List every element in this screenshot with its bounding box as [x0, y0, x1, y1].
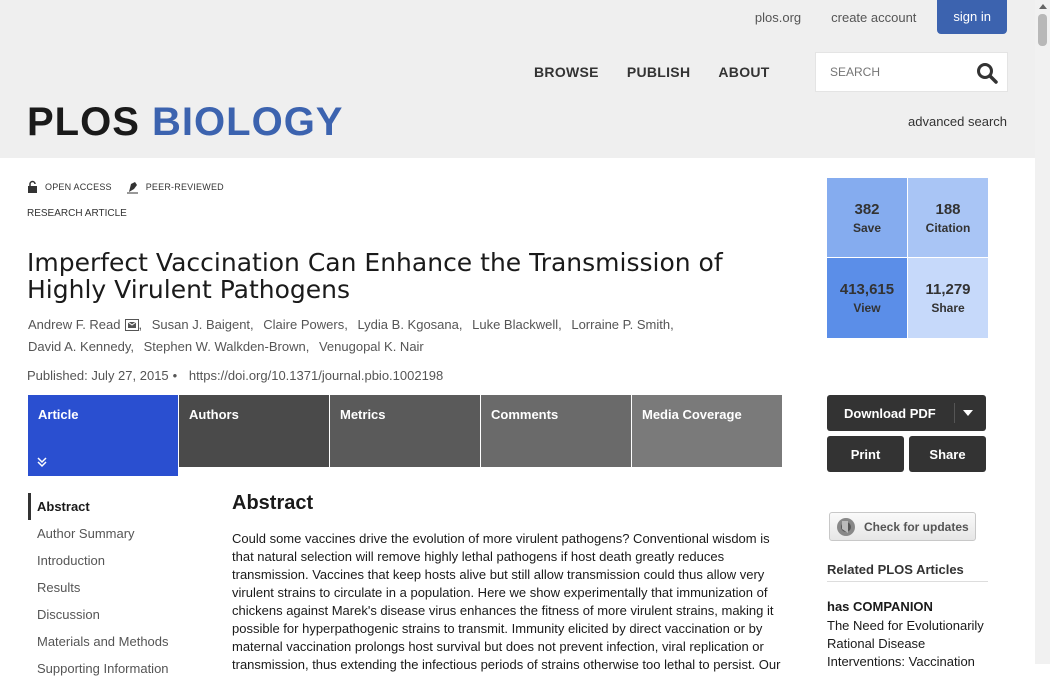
sign-in-button[interactable]: sign in: [937, 0, 1007, 34]
tab-article[interactable]: [28, 395, 178, 476]
nav-browse[interactable]: BROWSE: [534, 64, 599, 80]
logo-plos-text: PLOS: [27, 100, 140, 144]
companion-article-link[interactable]: The Need for Evolutionarily Rational Disease Interventions: Vaccination: [827, 618, 984, 669]
article-badges: [27, 180, 238, 194]
section-nav: [28, 493, 198, 682]
download-pdf-button[interactable]: [827, 395, 986, 431]
check-updates-label: Check for updates: [864, 519, 969, 534]
author-link[interactable]: Susan J. Baigent,: [151, 317, 254, 332]
share-button[interactable]: Share: [909, 436, 986, 472]
doi-link[interactable]: https://doi.org/10.1371/journal.pbio.1002198: [188, 368, 444, 383]
tab-label: Article: [38, 407, 79, 422]
section-nav-materials-methods[interactable]: Materials and Methods: [37, 634, 169, 649]
tab-media-coverage[interactable]: Media Coverage: [632, 395, 782, 467]
metric-value: 188: [935, 200, 961, 218]
metric-label: View: [853, 301, 881, 315]
unlock-icon: [27, 181, 38, 193]
search-box: [815, 52, 1008, 92]
abstract-heading: Abstract: [232, 492, 314, 514]
article-metrics: [827, 178, 987, 337]
nav-publish[interactable]: PUBLISH: [626, 64, 691, 80]
scroll-up-arrow-icon[interactable]: [1039, 4, 1047, 9]
crossmark-icon: [836, 517, 856, 537]
metric-label: Citation: [925, 220, 971, 235]
metric-saves[interactable]: [827, 178, 907, 257]
print-button[interactable]: Print: [827, 436, 904, 472]
site-header: [0, 0, 1035, 158]
search-input[interactable]: [816, 53, 966, 91]
plos-org-link[interactable]: plos.org: [754, 9, 802, 25]
author-link[interactable]: Venugopal K. Nair: [318, 339, 424, 354]
section-nav-abstract[interactable]: Abstract: [28, 493, 198, 520]
metric-label: Share: [931, 301, 965, 315]
abstract-text: Could some vaccines drive the evolution of more virulent pathogens? Conventional wisdom is that natural selection will remove highly lethal pathogens if host death greatly reduces transmission. Vaccines that keep hosts alive but still allow transmission could thus allow very virulent strains to circulate in a population. Here we show experimentally that immunization of chickens against Marek's disease virus enhances the fitness of more virulent strains, making it possible for hyperpathogenic strains to transmit. Immunity elicited by direct vaccination or by maternal vaccination prolongs host survival but does not prevent infection, viral replication or transmission, thus extending the infectious periods of strains otherwise too lethal to persist. Our: [232, 531, 781, 672]
separator-dot: •: [172, 368, 178, 383]
section-nav-results[interactable]: Results: [37, 580, 81, 595]
metric-label: Save: [852, 220, 882, 235]
mail-icon[interactable]: [125, 319, 139, 331]
author-link[interactable]: Lorraine P. Smith,: [571, 317, 674, 332]
publication-info: [27, 368, 443, 383]
author-link[interactable]: Andrew F. Read ,: [28, 317, 143, 332]
advanced-search-link[interactable]: advanced search: [908, 114, 1008, 129]
article-title: Imperfect Vaccination Can Enhance the Transmission of Highly Virulent Pathogens: [27, 248, 723, 304]
metric-value: 413,615: [839, 281, 895, 298]
companion-tag: has COMPANION: [827, 599, 933, 614]
author-link[interactable]: Lydia B. Kgosana,: [357, 317, 463, 332]
author-name: Andrew F. Read: [28, 317, 121, 332]
peer-reviewed-label: PEER-REVIEWED: [145, 182, 224, 192]
search-icon[interactable]: [976, 62, 998, 84]
check-for-updates-button[interactable]: [829, 512, 976, 541]
main-nav: [520, 56, 784, 88]
metric-value: 11,279: [925, 281, 971, 298]
scroll-thumb[interactable]: [1038, 14, 1047, 46]
logo-biology-text: BIOLOGY: [152, 100, 344, 144]
top-links: [740, 0, 1007, 34]
scrollbar[interactable]: [1035, 0, 1050, 664]
metric-shares[interactable]: [908, 258, 988, 338]
article-type: RESEARCH ARTICLE: [27, 208, 127, 219]
author-link[interactable]: Claire Powers,: [263, 317, 348, 332]
double-chevron-down-icon: [36, 456, 48, 468]
open-access-label: OPEN ACCESS: [45, 182, 112, 192]
download-pdf-label: Download PDF: [844, 405, 936, 421]
create-account-link[interactable]: create account: [831, 9, 917, 25]
tab-metrics[interactable]: Metrics: [330, 395, 480, 467]
section-nav-supporting-info[interactable]: Supporting Information: [37, 661, 169, 676]
metric-value: 382: [854, 200, 880, 218]
plos-biology-logo[interactable]: [27, 100, 343, 144]
author-link[interactable]: Luke Blackwell,: [472, 317, 562, 332]
metric-citations[interactable]: [908, 178, 988, 257]
open-access-badge[interactable]: [27, 181, 112, 193]
article-tabs: [28, 395, 783, 476]
nav-about[interactable]: ABOUT: [718, 64, 770, 80]
metric-views[interactable]: [827, 258, 907, 338]
section-nav-author-summary[interactable]: Author Summary: [37, 526, 135, 541]
author-link[interactable]: David A. Kennedy,: [28, 339, 134, 354]
caret-down-icon[interactable]: [963, 410, 973, 416]
published-date: Published: July 27, 2015: [27, 368, 169, 383]
related-articles-heading: Related PLOS Articles: [827, 562, 988, 582]
section-nav-introduction[interactable]: Introduction: [37, 553, 105, 568]
author-link[interactable]: Stephen W. Walkden-Brown,: [143, 339, 310, 354]
section-nav-discussion[interactable]: Discussion: [37, 607, 100, 622]
author-list: [28, 314, 788, 358]
button-divider: [954, 403, 955, 423]
pen-icon: [126, 180, 139, 194]
tab-authors[interactable]: Authors: [179, 395, 329, 467]
peer-reviewed-badge[interactable]: [126, 180, 224, 194]
tab-comments[interactable]: Comments: [481, 395, 631, 467]
